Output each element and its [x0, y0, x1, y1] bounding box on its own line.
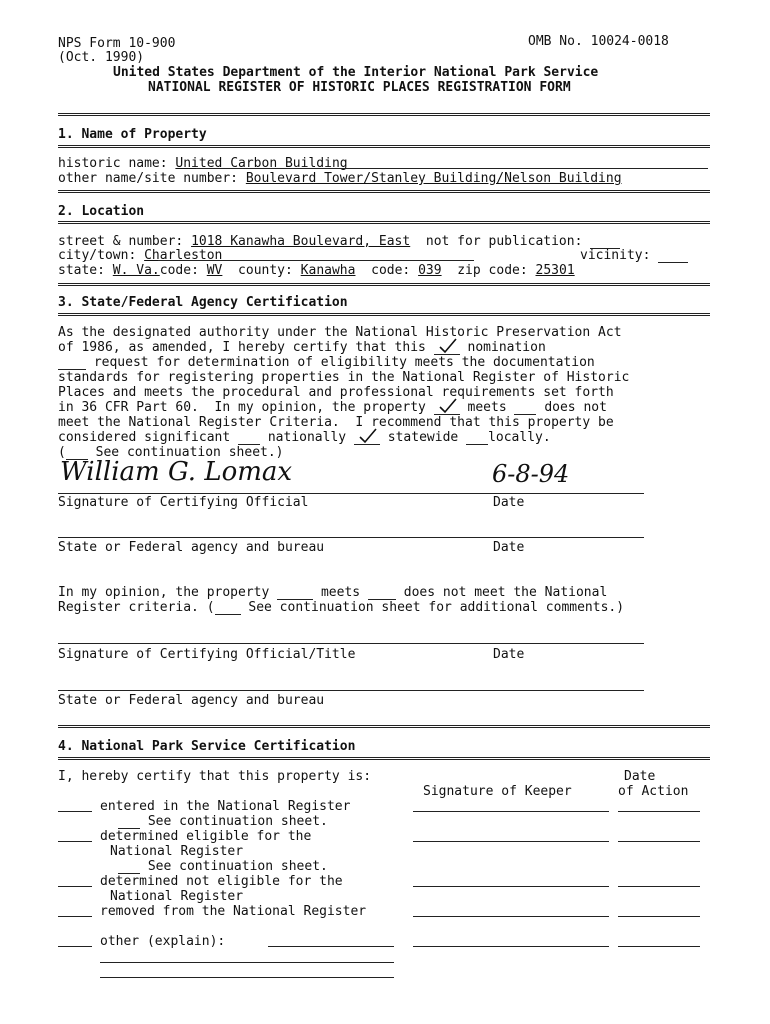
agency-label: State or Federal agency and bureau — [58, 540, 325, 555]
opinion-text: In my opinion, the property — [58, 585, 270, 600]
vicinity-field[interactable] — [658, 250, 688, 263]
date-column-header: of Action — [618, 784, 689, 799]
separator — [58, 190, 710, 193]
continuation-row — [118, 814, 328, 829]
not-for-publication-label: not for publication: — [425, 234, 583, 249]
cert-text-line — [58, 430, 551, 445]
checkmark-icon — [358, 428, 378, 444]
street-field[interactable]: 1018 Kanawha Boulevard, East — [191, 234, 411, 249]
other-name-row — [58, 171, 622, 186]
signed-date: 6-8-94 — [492, 460, 570, 488]
separator — [58, 725, 710, 728]
signature-line — [58, 493, 644, 494]
other-explain-line[interactable] — [100, 977, 394, 978]
continuation-row — [118, 859, 328, 874]
state-label: state: — [58, 263, 105, 278]
eligibility-request-checkbox[interactable] — [58, 357, 86, 370]
historic-name-field[interactable]: United Carbon Building — [175, 156, 348, 171]
continuation-checkbox[interactable] — [118, 816, 140, 829]
keeper-signature-line[interactable] — [413, 946, 609, 947]
separator — [58, 113, 710, 116]
other-label: other (explain): — [100, 934, 226, 949]
date-label: Date — [493, 495, 525, 510]
keeper-signature-line[interactable] — [413, 811, 609, 812]
entered-checkbox[interactable] — [58, 811, 92, 812]
significance-label: considered significant — [58, 430, 231, 445]
removed-checkbox[interactable] — [58, 916, 92, 917]
form-date: (Oct. 1990) — [58, 50, 145, 65]
locally-checkbox[interactable] — [466, 432, 488, 445]
meets-checkbox[interactable] — [434, 402, 460, 415]
agency-line — [58, 690, 644, 691]
cert-text-line: standards for registering properties in the National Register of Historic — [58, 370, 630, 385]
cert-text-line — [58, 355, 595, 370]
continuation-checkbox[interactable] — [118, 861, 140, 874]
opinion-meets-checkbox[interactable] — [277, 587, 313, 600]
determined-not-eligible-checkbox[interactable] — [58, 886, 92, 887]
section3-heading: 3. State/Federal Agency Certification — [58, 295, 348, 310]
checkmark-icon — [438, 398, 458, 414]
cert-text-line: ( See continuation sheet.) — [58, 445, 284, 460]
separator — [58, 283, 710, 286]
keeper-column-header: Signature of Keeper — [423, 784, 572, 799]
other-name-field[interactable]: Boulevard Tower/Stanley Building/Nelson Building — [245, 171, 622, 186]
does-not-label: does not — [544, 400, 607, 415]
agency-line — [58, 537, 644, 538]
continuation-label: See continuation sheet.) — [95, 445, 284, 460]
date-label: Date — [493, 540, 525, 555]
official-signature: William G. Lomax — [60, 457, 293, 487]
determined-not-eligible-label: determined not eligible for the — [100, 874, 343, 889]
vicinity-row — [580, 248, 688, 263]
certify-intro: I, hereby certify that this property is: — [58, 769, 372, 784]
opinion-text: See continuation sheet for additional comments.) — [248, 600, 625, 615]
entered-label: entered in the National Register — [100, 799, 351, 814]
action-date-line[interactable] — [618, 886, 700, 887]
agency-title: United States Department of the Interior National Park Service — [113, 65, 599, 80]
other-checkbox[interactable] — [58, 946, 92, 947]
nationally-checkbox[interactable] — [238, 432, 260, 445]
separator — [58, 757, 710, 760]
form-id: NPS Form 10-900 — [58, 36, 176, 51]
omb-number: OMB No. 10024-0018 — [528, 34, 669, 49]
action-date-line[interactable] — [618, 916, 700, 917]
cert-text: in 36 CFR Part 60. In my opinion, the property — [58, 400, 426, 415]
county-code-label: code: — [371, 263, 411, 278]
checkmark-icon — [438, 338, 458, 354]
county-label: county: — [238, 263, 293, 278]
action-date-line[interactable] — [618, 946, 700, 947]
separator — [58, 313, 710, 316]
nationally-label: nationally — [267, 430, 347, 445]
does-not-meet-checkbox[interactable] — [514, 402, 536, 415]
keeper-signature-line[interactable] — [413, 886, 609, 887]
cert-text-line — [58, 400, 607, 415]
signature-title-label: Signature of Certifying Official/Title — [58, 647, 356, 662]
statewide-label: statewide — [387, 430, 459, 445]
opinion-line — [58, 600, 624, 615]
action-date-line[interactable] — [618, 841, 700, 842]
opinion-continuation-checkbox[interactable] — [215, 602, 241, 615]
determined-eligible-label: determined eligible for the — [100, 829, 312, 844]
date-column-header: Date — [624, 769, 656, 784]
street-row — [58, 234, 620, 249]
statewide-checkbox[interactable] — [354, 432, 380, 445]
opinion-not-meet-label: does not meet the National — [403, 585, 608, 600]
cert-text: request for determination of eligibility meets the documentation — [93, 355, 595, 370]
cert-text-line: meet the National Register Criteria. I recommend that this property be — [58, 415, 614, 430]
continuation-label: See continuation sheet. — [147, 859, 328, 874]
state-row — [58, 263, 575, 278]
opinion-not-meet-checkbox[interactable] — [368, 587, 396, 600]
historic-name-line — [196, 168, 708, 169]
opinion-line — [58, 585, 607, 600]
city-line — [158, 260, 474, 261]
nomination-checkbox[interactable] — [434, 342, 460, 355]
continuation-label: See continuation sheet. — [147, 814, 328, 829]
agency-label: State or Federal agency and bureau — [58, 693, 325, 708]
cert-text-line — [58, 340, 546, 355]
removed-label: removed from the National Register — [100, 904, 367, 919]
county-field[interactable]: Kanawha — [300, 263, 356, 278]
other-name-label: other name/site number: — [58, 171, 239, 186]
cert-text: of 1986, as amended, I hereby certify that this — [58, 340, 426, 355]
city-field[interactable]: Charleston — [144, 248, 223, 263]
determined-eligible-label: National Register — [110, 844, 244, 859]
separator — [58, 221, 710, 224]
section4-heading: 4. National Park Service Certification — [58, 739, 356, 754]
locally-label: locally. — [488, 430, 551, 445]
nomination-label: nomination — [467, 340, 546, 355]
form-title: NATIONAL REGISTER OF HISTORIC PLACES REGISTRATION FORM — [148, 80, 571, 95]
keeper-signature-line[interactable] — [413, 841, 609, 842]
zip-label: zip code: — [457, 263, 528, 278]
cert-text-line: Places and meets the procedural and professional requirements set forth — [58, 385, 614, 400]
other-explain-line[interactable] — [100, 962, 394, 963]
date-label: Date — [493, 647, 525, 662]
section2-heading: 2. Location — [58, 204, 145, 219]
section1-heading: 1. Name of Property — [58, 127, 207, 142]
meets-label: meets — [467, 400, 507, 415]
opinion-text: Register criteria. ( — [58, 600, 215, 615]
street-label: street & number: — [58, 234, 184, 249]
keeper-signature-line[interactable] — [413, 916, 609, 917]
signature-label: Signature of Certifying Official — [58, 495, 309, 510]
other-explain-field[interactable] — [268, 946, 394, 947]
vicinity-label: vicinity: — [580, 248, 651, 263]
signature-line — [58, 643, 644, 644]
city-label: city/town: — [58, 248, 137, 263]
state-field[interactable]: W. Va. — [112, 263, 160, 278]
county-code-field[interactable]: 039 — [418, 263, 442, 278]
state-code-field[interactable]: WV — [206, 263, 223, 278]
determined-not-eligible-label: National Register — [110, 889, 244, 904]
cert-text-line: As the designated authority under the National Historic Preservation Act — [58, 325, 622, 340]
separator — [58, 145, 710, 148]
determined-eligible-checkbox[interactable] — [58, 841, 92, 842]
historic-name-label: historic name: — [58, 156, 168, 171]
zip-field[interactable]: 25301 — [535, 263, 575, 278]
state-code-label: code: — [159, 263, 199, 278]
action-date-line[interactable] — [618, 811, 700, 812]
opinion-meets-label: meets — [320, 585, 361, 600]
